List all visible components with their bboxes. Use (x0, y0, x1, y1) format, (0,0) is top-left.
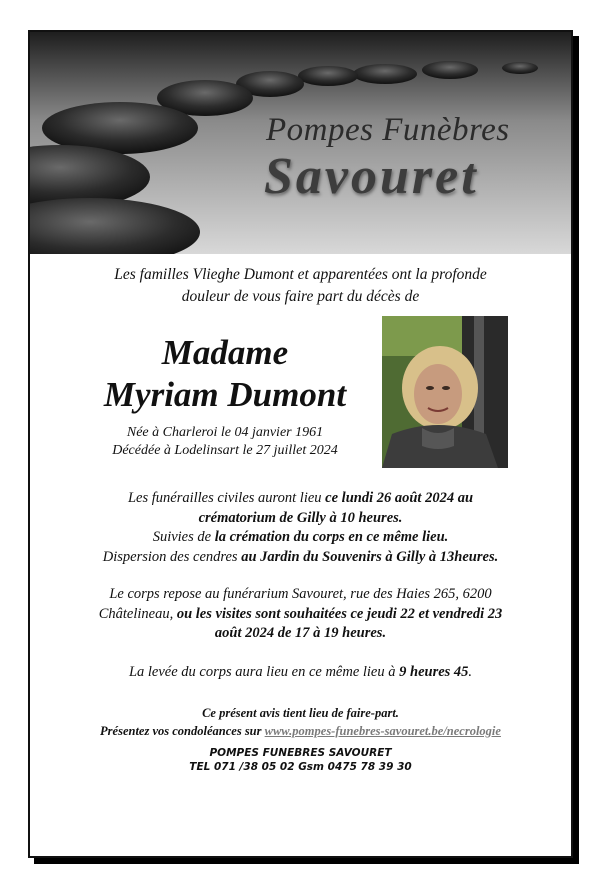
notice-line-2: Présentez vos condoléances sur (100, 724, 265, 738)
birth-info: Née à Charleroi le 04 janvier 1961 (126, 425, 324, 440)
funeral-details (30, 489, 571, 567)
funeral-line-1b: ce lundi 26 août 2024 au (325, 490, 474, 506)
visit-details (30, 585, 571, 644)
funeral-line-2: crématorium de Gilly à 10 heures. (198, 509, 403, 526)
header-banner (30, 32, 571, 254)
deceased-name: Myriam Dumont (103, 375, 347, 414)
deceased-portrait-photo (382, 316, 508, 468)
intro-text (30, 264, 571, 308)
deceased-title: Madame (161, 333, 289, 372)
brand-name-top: Pompes Funèbres (266, 112, 510, 148)
visit-line-2a: Châtelineau, (98, 605, 177, 622)
levee-details (30, 663, 571, 683)
funeral-line-1a: Les funérailles civiles auront lieu (127, 490, 326, 506)
death-info: Décédée à Lodelinsart le 27 juillet 2024 (112, 443, 338, 458)
intro-line-2: douleur de vous faire part du décès de (181, 288, 420, 305)
visit-line-2b: ou les visites sont souhaitées ce jeudi 22 et vendredi 23 (176, 605, 503, 622)
condolence-notice (30, 704, 571, 740)
brand-name-savouret: Savouret (264, 148, 479, 205)
levee-text: La levée du corps aura lieu en ce même lieu à (128, 664, 400, 680)
visit-line-1: Le corps repose au funérarium Savouret, rue des Haies 265, 6200 (109, 586, 492, 602)
levee-time: 9 heures 45 (399, 664, 469, 680)
footer-contact (30, 746, 571, 774)
notice-line-1: Ce présent avis tient lieu de faire-part. (202, 706, 399, 720)
footer-company: POMPES FUNEBRES SAVOURET (209, 747, 392, 759)
funeral-line-4a: Dispersion des cendres (102, 548, 242, 565)
levee-end: . (468, 664, 473, 680)
deceased-dates (70, 424, 380, 460)
necrology-link[interactable]: www.pompes-funebres-savouret.be/necrologie (264, 724, 501, 738)
funeral-line-4b: au Jardin du Souvenirs à Gilly à 13heures. (241, 548, 499, 565)
footer-phone: TEL 071 /38 05 02 Gsm 0475 78 39 30 (189, 761, 412, 773)
funeral-line-3a: Suivies de (152, 529, 215, 545)
deceased-block (70, 332, 380, 460)
visit-line-3: août 2024 de 17 à 19 heures. (214, 625, 387, 641)
intro-line-1: Les familles Vlieghe Dumont et apparentées ont la profonde (114, 266, 487, 283)
funeral-line-3b: la crémation du corps en ce même lieu. (214, 529, 449, 545)
obituary-card (28, 30, 573, 858)
